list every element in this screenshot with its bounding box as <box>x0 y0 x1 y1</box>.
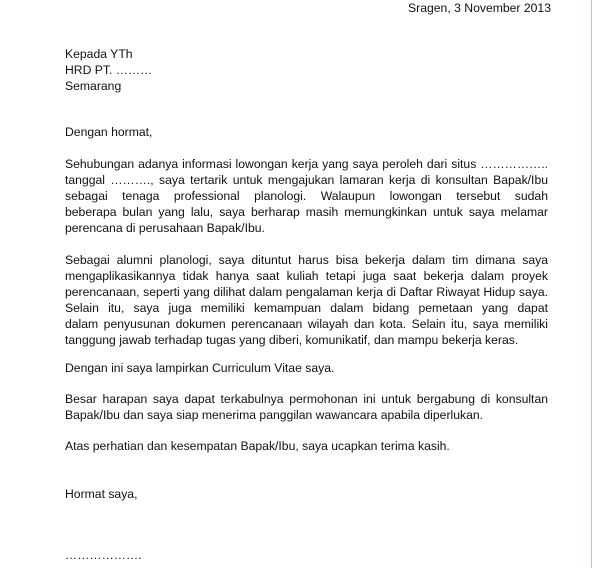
recipient-block <box>65 46 152 94</box>
paragraph-line: sebagai tenaga professional planologi. Walaupun lowongan tersebut sudah <box>65 189 548 203</box>
paragraph-line: Sebagai alumni planologi, saya dituntut harus bisa bekerja dalam tim dimana saya <box>65 253 548 267</box>
paragraph-line: Sehubungan adanya informasi lowongan kerja yang saya peroleh dari situs …………….. <box>65 157 548 171</box>
recipient-line: Kepada YTh <box>65 47 133 61</box>
paragraph-line: Besar harapan saya dapat terkabulnya permohonan ini untuk bergabung di konsultan <box>65 392 548 406</box>
paragraph-line: perencanaan, seperti yang dilihat dalam pengalaman kerja di Daftar Riwayat Hidup saya. <box>65 285 548 299</box>
paragraph-1 <box>65 156 548 236</box>
salutation: Dengan hormat, <box>65 125 153 139</box>
paragraph-line: tanggal ………., saya tertarik untuk mengajukan lamaran kerja di konsultan Bapak/Ibu <box>65 173 548 187</box>
signature-placeholder: ………………. <box>65 548 142 562</box>
paragraph-line: beberapa bulan yang lalu, saya berharap masih memungkinkan untuk saya melamar <box>65 205 548 219</box>
recipient-line: HRD PT. ……… <box>65 63 153 77</box>
paragraph-line: Selain itu, saya juga memiliki kemampuan dalam bidang pemetaan yang dapat <box>65 301 548 315</box>
paragraph-3: Dengan ini saya lampirkan Curriculum Vitae saya. <box>65 361 335 375</box>
paragraph-line: mengaplikasikannya tidak hanya saat kuliah tetapi juga saat bekerja dalam proyek <box>65 269 548 283</box>
paragraph-2 <box>65 252 548 348</box>
paragraph-4 <box>65 391 548 423</box>
paragraph-line: tanggung jawab terhadap tugas yang diberi, komunikatif, dan mampu bekerja keras. <box>65 333 519 347</box>
paragraph-line: Bapak/Ibu dan saya siap menerima panggilan wawancara apabila diperlukan. <box>65 408 484 422</box>
paragraph-line: perencana di perusahaan Bapak/Ibu. <box>65 221 265 235</box>
recipient-line: Semarang <box>65 79 122 93</box>
paragraph-line: dalam penyusunan dokumen perencanaan wilayah dan kota. Selain itu, saya memiliki <box>65 317 548 331</box>
letter-date: Sragen, 3 November 2013 <box>408 1 551 15</box>
paragraph-5: Atas perhatian dan kesempatan Bapak/Ibu, saya ucapkan terima kasih. <box>65 439 450 453</box>
closing: Hormat saya, <box>65 487 138 501</box>
